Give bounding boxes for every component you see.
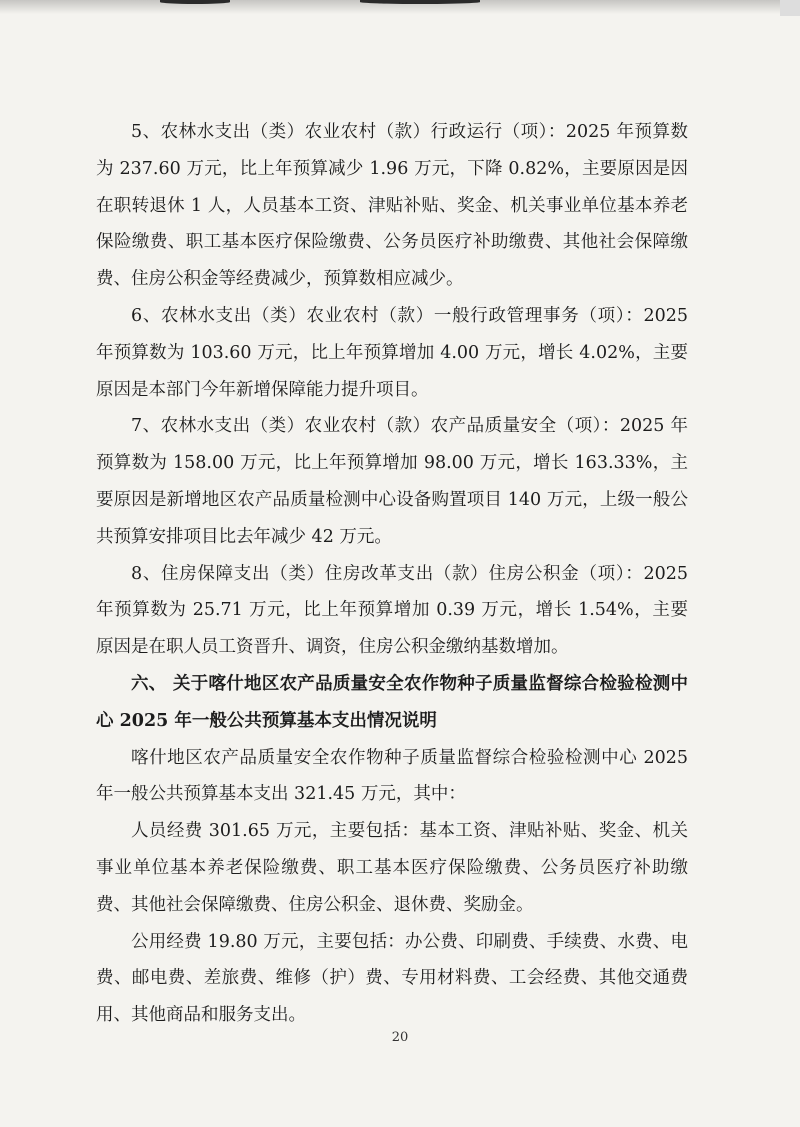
scan-mark xyxy=(160,0,230,4)
paragraph-item-8: 8、住房保障支出（类）住房改革支出（款）住房公积金（项）：2025 年预算数为 25.71 万元，比上年预算增加 0.39 万元，增长 1.54%，主要原因是在职人员工资晋升、调资，住房公积金缴纳基数增加。 xyxy=(96,563,688,658)
public-expense-paragraph: 公用经费 19.80 万元，主要包括：办公费、印刷费、手续费、水费、电费、邮电费、差旅费、维修（护）费、专用材料费、工会经费、其他交通费用、其他商品和服务支出。 xyxy=(96,931,688,1026)
section-heading: 六、 关于喀什地区农产品质量安全农作物种子质量监督综合检验检测中心 2025 年一般公共预算基本支出情况说明 xyxy=(96,673,688,731)
personnel-expense-paragraph: 人员经费 301.65 万元，主要包括：基本工资、津贴补贴、奖金、机关事业单位基本养老保险缴费、职工基本医疗保险缴费、公务员医疗补助缴费、其他社会保障缴费、住房公积金、退休费、奖励金。 xyxy=(96,821,688,915)
page-number: 20 xyxy=(391,1030,409,1045)
section-intro-paragraph: 喀什地区农产品质量安全农作物种子质量监督综合检验检测中心 2025 年一般公共预算基本支出 321.45 万元，其中： xyxy=(96,747,688,805)
paragraph-item-7: 7、农林水支出（类）农业农村（款）农产品质量安全（项）：2025 年预算数为 158.00 万元，比上年预算增加 98.00 万元，增长 163.33%，主要原因是新增地区农产品质量检测中心设备购置项目 140 万元，上级一般公共预算安排项目比去年减少 42 万元。 xyxy=(96,416,688,547)
scan-corner xyxy=(780,0,800,16)
document-body xyxy=(96,114,688,1034)
paragraph-item-6: 6、农林水支出（类）农业农村（款）一般行政管理事务（项）：2025 年预算数为 103.60 万元，比上年预算增加 4.00 万元，增长 4.02%，主要原因是本部门今年新增保障能力提升项目。 xyxy=(96,305,688,400)
paragraph-item-5: 5、农林水支出（类）农业农村（款）行政运行（项）：2025 年预算数为 237.60 万元，比上年预算减少 1.96 万元，下降 0.82%，主要原因是因在职转退休 1 人，人员基本工资、津贴补贴、奖金、机关事业单位基本养老保险缴费、职工基本医疗保险缴费、公务员医疗补助缴费、其他社会保障缴费、住房公积金等经费减少，预算数相应减少。 xyxy=(96,122,688,290)
scan-mark xyxy=(360,0,480,4)
